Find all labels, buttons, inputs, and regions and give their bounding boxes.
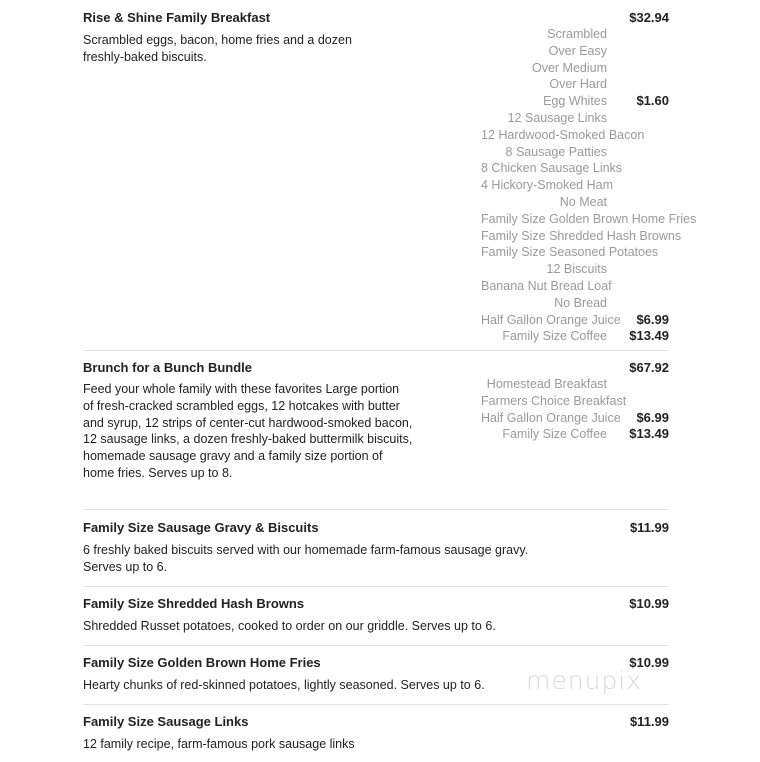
item-name: Family Size Sausage Gravy & Biscuits xyxy=(83,520,319,535)
option-price xyxy=(609,127,669,144)
item-description: Scrambled eggs, bacon, home fries and a dozen freshly-baked biscuits. xyxy=(83,33,352,64)
item-description: 6 freshly baked biscuits served with our homemade farm-famous sausage gravy. Serves up to 6. xyxy=(83,543,529,574)
option-price: $6.99 xyxy=(636,311,669,327)
menu-item[interactable] xyxy=(83,509,669,587)
menu-item[interactable] xyxy=(83,586,669,646)
option-item[interactable]: Family Size Seasoned Potatoes xyxy=(481,245,659,260)
option-price: $13.49 xyxy=(629,426,669,442)
item-name: Family Size Sausage Links xyxy=(83,714,249,729)
option-item[interactable]: Homestead Breakfast xyxy=(486,377,607,391)
option-price xyxy=(609,110,669,127)
option-price xyxy=(609,194,669,211)
option-item[interactable]: Scrambled xyxy=(547,27,607,41)
option-price xyxy=(609,177,669,194)
option-price xyxy=(609,26,669,43)
option-item[interactable]: 8 Chicken Sausage Links xyxy=(481,161,623,176)
option-item[interactable]: Over Easy xyxy=(548,43,607,58)
menu-item[interactable] xyxy=(83,0,697,351)
option-price xyxy=(609,160,669,177)
option-list xyxy=(481,376,627,443)
option-item[interactable]: Egg Whites xyxy=(543,94,607,109)
option-price xyxy=(609,60,669,77)
option-item[interactable]: 12 Biscuits xyxy=(546,262,607,277)
option-price xyxy=(609,228,669,245)
option-item[interactable]: No Meat xyxy=(559,194,607,209)
item-price: $67.92 xyxy=(629,360,669,375)
option-item[interactable]: Over Medium xyxy=(531,60,607,75)
option-price-list xyxy=(609,376,669,443)
option-price xyxy=(609,244,669,261)
option-item[interactable]: 12 Sausage Links xyxy=(507,110,607,125)
option-item[interactable]: No Bread xyxy=(554,295,607,310)
option-price xyxy=(609,393,669,410)
option-price xyxy=(609,211,669,228)
option-item[interactable]: Half Gallon Orange Juice xyxy=(481,312,621,327)
option-item[interactable]: Family Size Shredded Hash Browns xyxy=(481,228,682,243)
item-price: $11.99 xyxy=(629,520,669,535)
item-name: Brunch for a Bunch Bundle xyxy=(83,360,252,375)
item-price: $32.94 xyxy=(629,10,669,25)
item-description: Feed your whole family with these favorites Large portion of fresh-cracked scrambled eggs, 12 hotcakes with butter and syrup, 12 strips of center-cut hardwood-smoked bacon, 12 sausage links, a dozen freshly-baked buttermilk biscuits, homemade sausage gravy and a family size portion of home fries. Serves up to 8. xyxy=(83,382,413,480)
menu-item[interactable] xyxy=(83,350,669,510)
option-item[interactable]: 8 Sausage Patties xyxy=(505,144,607,159)
option-item[interactable]: Family Size Golden Brown Home Fries xyxy=(481,211,697,226)
item-name: Rise & Shine Family Breakfast xyxy=(83,10,271,25)
item-description: Shredded Russet potatoes, cooked to order on our griddle. Serves up to 6. xyxy=(83,619,496,633)
item-name: Family Size Golden Brown Home Fries xyxy=(83,655,321,670)
item-description: Hearty chunks of red-skinned potatoes, lightly seasoned. Serves up to 6. xyxy=(83,678,485,692)
option-price: $13.49 xyxy=(629,328,669,344)
option-price xyxy=(609,76,669,93)
option-item[interactable]: Banana Nut Bread Loaf xyxy=(481,278,612,293)
option-item[interactable]: Family Size Coffee xyxy=(502,427,607,442)
option-price-list xyxy=(609,26,669,345)
option-item[interactable]: 12 Hardwood-Smoked Bacon xyxy=(481,127,645,142)
option-item[interactable]: 4 Hickory-Smoked Ham xyxy=(481,178,613,193)
menu-item[interactable] xyxy=(83,704,669,762)
option-price xyxy=(609,144,669,161)
option-price xyxy=(609,376,669,393)
option-item[interactable]: Over Hard xyxy=(549,77,607,92)
option-price xyxy=(609,295,669,312)
option-price: $1.60 xyxy=(636,93,669,109)
item-description: 12 family recipe, farm-famous pork sausage links xyxy=(83,737,355,751)
option-item[interactable]: Family Size Coffee xyxy=(502,329,607,344)
option-price xyxy=(609,43,669,60)
item-price: $10.99 xyxy=(629,655,669,670)
option-price xyxy=(609,278,669,295)
item-price: $10.99 xyxy=(629,596,669,611)
item-price: $11.99 xyxy=(629,714,669,729)
option-price: $6.99 xyxy=(636,409,669,425)
option-item[interactable]: Half Gallon Orange Juice xyxy=(481,410,621,425)
item-name: Family Size Shredded Hash Browns xyxy=(83,596,305,611)
menupix-watermark: menupix xyxy=(526,666,643,695)
option-price xyxy=(609,261,669,278)
option-item[interactable]: Farmers Choice Breakfast xyxy=(481,393,627,408)
